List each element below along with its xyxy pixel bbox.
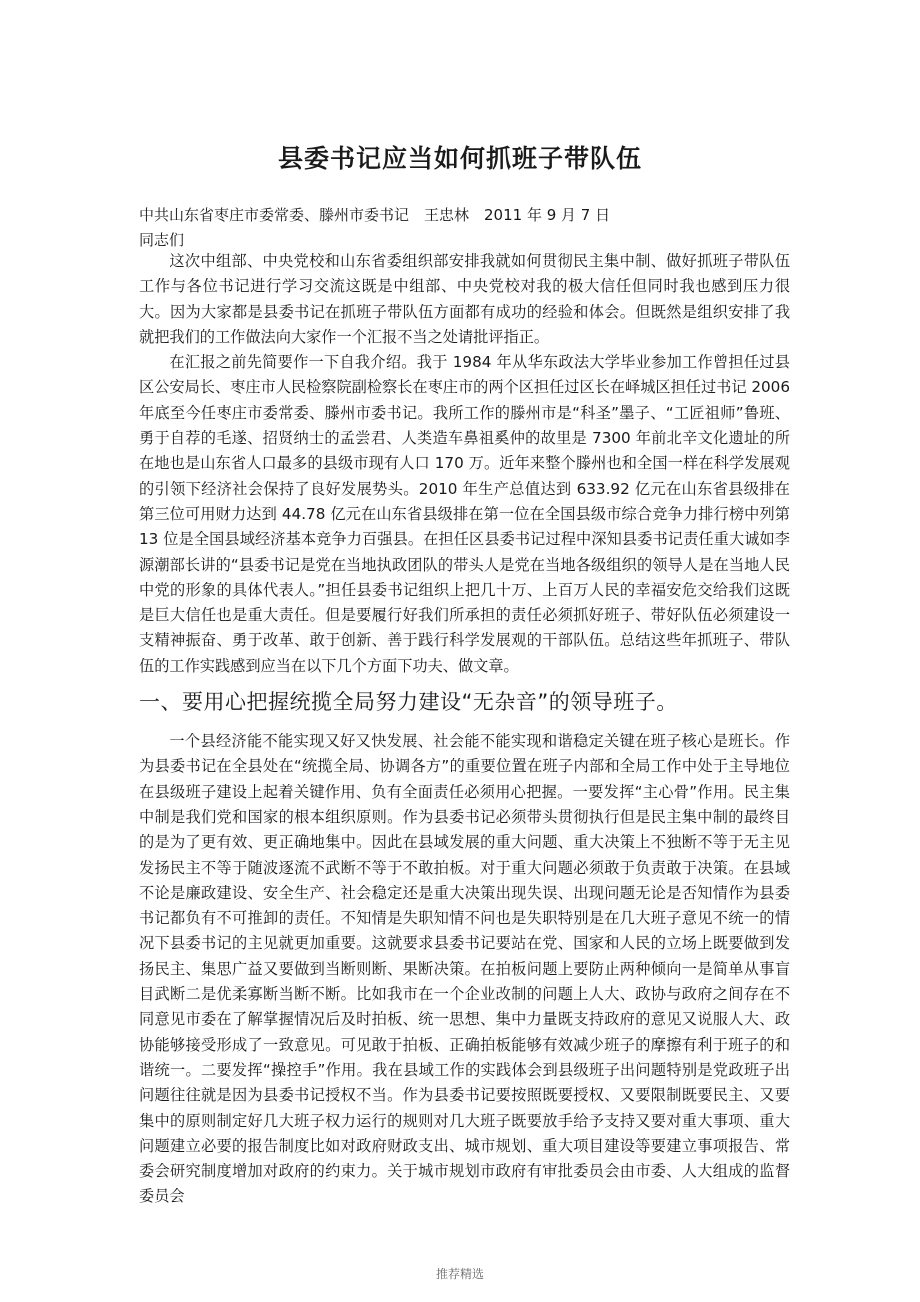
document-body bbox=[139, 249, 790, 1210]
paragraph-intro: 这次中组部、中央党校和山东省委组织部安排我就如何贯彻民主集中制、做好抓班子带队伍工作与各位书记进行学习交流这既是中组部、中央党校对我的极大信任但同时我也感到压力很大。因为大家都是县委书记在抓班子带队伍方面都有成功的经验和体会。但既然是组织安排了我就把我们的工作做法向大家作一个汇报不当之处请批评指正。 bbox=[139, 252, 790, 346]
salutation: 同志们 bbox=[139, 231, 185, 249]
document-meta bbox=[139, 203, 789, 253]
section-heading: 一、要用心把握统揽全局努力建设“无杂音”的领导班子。 bbox=[139, 690, 678, 715]
byline: 中共山东省枣庄市委常委、滕州市委书记 王忠林 2011 年 9 月 7 日 bbox=[139, 206, 611, 224]
paragraph-self-introduction: 在汇报之前先简要作一下自我介绍。我于 1984 年从华东政法大学毕业参加工作曾担任过县区公安局长、枣庄市人民检察院副检察长在枣庄市的两个区担任过区长在峄城区担任过书记 2006 年底至今任枣庄市委常委、滕州市委书记。我所工作的滕州市是“科圣”墨子、“工匠祖师”鲁班、勇于自荐的毛遂、招贤纳士的孟尝君、人类造车鼻祖奚仲的故里是 7300 年前北辛文化遗址的所在地也是山东省人口最多的县级市现有人口 170 万。近年来整个滕州也和全国一样在科学发展观的引领下经济社会保持了良好发展势头。2010 年生产总值达到 633.92 亿元在山东省县级排在第三位可用财力达到 44.78 亿元在山东省县级排在第一位在全国县级市综合竞争力排行榜中列第 13 位是全国县域经济基本竞争力百强县。在担任区县委书记过程中深知县委书记责任重大诚如李源潮部长讲的“县委书记是党在当地执政团队的带头人是党在当地各级组织的领导人是在当地人民中党的形象的具体代表人。”担任县委书记组织上把几十万、上百万人民的幸福安危交给我们这既是巨大信任也是重大责任。但是要履行好我们所承担的责任必须抓好班子、带好队伍必须建设一支精神振奋、勇于改革、敢于创新、善于践行科学发展观的干部队伍。总结这些年抓班子、带队伍的工作实践感到应当在以下几个方面下功夫、做文章。 bbox=[139, 353, 790, 675]
page-footer: 推荐精选 bbox=[435, 1267, 484, 1281]
paragraph-section-one: 一个县经济能不能实现又好又快发展、社会能不能实现和谐稳定关键在班子核心是班长。作为县委书记在全县处在“统揽全局、协调各方”的重要位置在班子内部和全局工作中处于主导地位在县级班子建设上起着关键作用、负有全面责任必须用心把握。一要发挥“主心骨”作用。民主集中制是我们党和国家的根本组织原则。作为县委书记必须带头贯彻执行但是民主集中制的最终目的是为了更有效、更正确地集中。因此在县域发展的重大问题、重大决策上不独断不等于无主见发扬民主不等于随波逐流不武断不等于不敢拍板。对于重大问题必须敢于负责敢于决策。在县域不论是廉政建设、安全生产、社会稳定还是重大决策出现失误、出现问题无论是否知情作为县委书记都负有不可推卸的责任。不知情是失职知情不问也是失职特别是在几大班子意见不统一的情况下县委书记的主见就更加重要。这就要求县委书记要站在党、国家和人民的立场上既要做到发扬民主、集思广益又要做到当断则断、果断决策。在拍板问题上要防止两种倾向一是简单从事盲目武断二是优柔寡断当断不断。比如我市在一个企业改制的问题上人大、政协与政府之间存在不同意见市委在了解掌握情况后及时拍板、统一思想、集中力量既支持政府的意见又说服人大、政协能够接受形成了一致意见。可见敢于拍板、正确拍板能够有效减少班子的摩擦有利于班子的和谐统一。二要发挥“操控手”作用。我在县域工作的实践体会到县级班子出问题特别是党政班子出问题往往就是因为县委书记授权不当。作为县委书记要按照既要授权、又要限制既要民主、又要集中的原则制定好几大班子权力运行的规则对几大班子既要放手给予支持又要对重大事项、重大问题建立必要的报告制度比如对政府财政支出、城市规划、重大项目建设等要建立事项报告、常委会研究制度增加对政府的约束力。关于城市规划市政府有审批委员会由市委、人大组成的监督委员会 bbox=[139, 732, 790, 1206]
document-title: 县委书记应当如何抓班子带队伍 bbox=[277, 144, 642, 173]
